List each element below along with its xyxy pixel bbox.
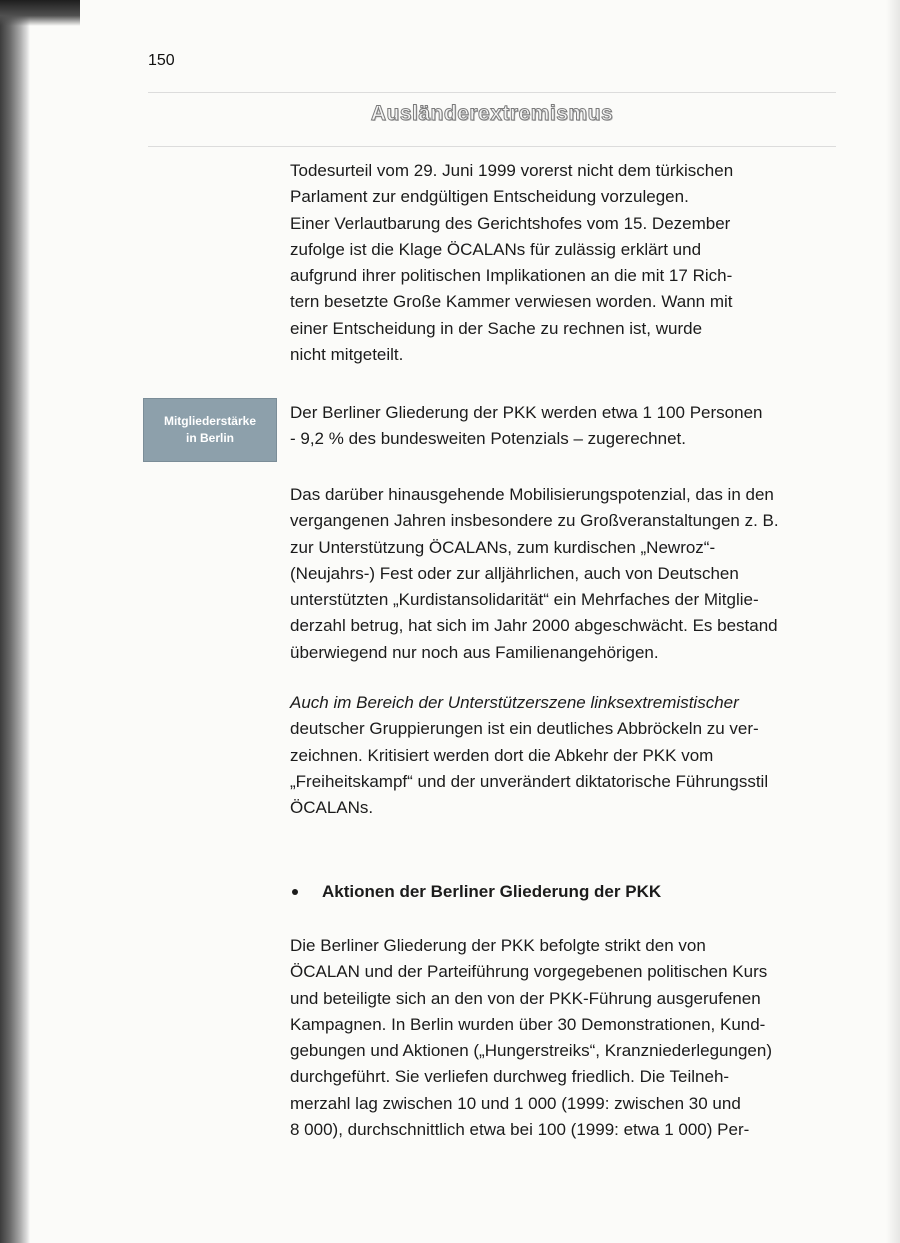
header-rule-bottom <box>148 146 836 147</box>
binding-top-shadow <box>0 0 80 26</box>
book-binding-shadow <box>0 0 30 1243</box>
header-rule-top <box>148 92 836 93</box>
paragraph-mobilisation: Das darüber hinausgehende Mobilisierungspotenzial, das in den vergangenen Jahren insbesondere zu Großveranstaltungen z. B. zur Unterstützung ÖCALANs, zum kurdischen „Newroz“- (Neujahrs-) Fest oder zur alljährlichen, auch von Deutschen unterstützten „Kurdistansolidarität“ ein Mehrfaches der Mitglie- derzahl betrug, hat sich im Jahr 2000 abgeschwächt. Es bestand überwiegend nur noch aus Familienangehörigen. <box>290 485 779 662</box>
section-heading <box>292 882 661 902</box>
section-heading-text: Aktionen der Berliner Gliederung der PKK <box>322 882 662 901</box>
paragraph-membership: Der Berliner Gliederung der PKK werden etwa 1 100 Personen - 9,2 % des bundesweiten Potenzials – zugerechnet. <box>290 403 763 449</box>
margin-note-line2: in Berlin <box>185 431 234 445</box>
paragraph-supporter-scene-rest: deutscher Gruppierungen ist ein deutliches Abbröckeln zu ver- zeichnen. Kritisiert werden dort die Abkehr der PKK vom „Freiheitskampf“ und der unverändert diktatorische Führungsstil ÖCALANs. <box>290 719 769 818</box>
paragraph-court-ruling: Todesurteil vom 29. Juni 1999 vorerst nicht dem türkischen Parlament zur endgültigen Entscheidung vorzulegen. Einer Verlautbarung des Gerichtshofes vom 15. Dezember zufolge ist die Klage ÖCALANs für zulässig erklärt und aufgrund ihrer politischen Implikationen an die mit 17 Rich- tern besetzte Große Kammer verwiesen worden. Wann mit einer Entscheidung in der Sache zu rechnen ist, wurde nicht mitgeteilt. <box>290 161 734 365</box>
page-edge-shadow <box>886 0 900 1243</box>
margin-note-line1: Mitgliederstärke <box>163 414 257 428</box>
paragraph-supporter-scene-italic: Auch im Bereich der Unterstützerszene linksextremistischer <box>290 693 739 712</box>
paragraph-supporter-scene <box>290 690 836 821</box>
margin-note-box <box>143 398 277 462</box>
page-number: 150 <box>148 52 175 69</box>
paragraph-actions: Die Berliner Gliederung der PKK befolgte strikt den von ÖCALAN und der Parteiführung vorgegebenen politischen Kurs und beteiligte sich an den von der PKK-Führung ausgerufenen Kampagnen. In Berlin wurden über 30 Demonstrationen, Kund- gebungen und Aktionen („Hungerstreiks“, Kranzniederlegungen) durchgeführt. Sie verliefen durchweg friedlich. Die Teilneh- merzahl lag zwischen 10 und 1 000 (1999: zwischen 30 und 8 000), durchschnittlich etwa bei 100 (1999: etwa 1 000) Per- <box>290 936 772 1140</box>
running-header: Ausländerextremismus <box>370 102 614 125</box>
bullet-icon <box>292 889 298 895</box>
